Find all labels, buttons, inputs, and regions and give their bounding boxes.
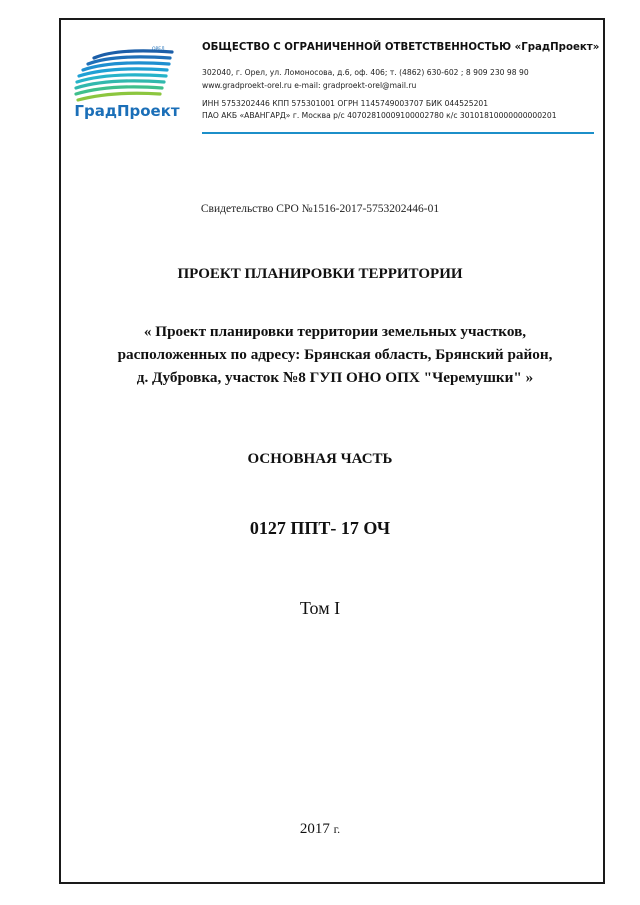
organization-address: 302040, г. Орел, ул. Ломоносова, д.6, оф. 406; т. (4862) 630-602 ; 8 909 230 98 90	[202, 68, 529, 77]
year-value: 2017	[299, 821, 330, 837]
year-suffix: г.	[333, 822, 341, 836]
organization-bank: ПАО АКБ «АВАНГАРД» г. Москва р/с 40702810009100002780 к/с 30101810000000000201	[202, 111, 557, 120]
document-title: ПРОЕКТ ПЛАНИРОВКИ ТЕРРИТОРИИ	[177, 266, 463, 282]
organization-web: www.gradproekt-orel.ru e-mail: gradproekt-orel@mail.ru	[202, 81, 417, 90]
logo-city-tag: ОРЕЛ	[152, 47, 165, 52]
project-name-line: д. Дубровка, участок №8 ГУП ОНО ОПХ "Черемушки" »	[136, 369, 534, 386]
year-line	[0, 821, 640, 838]
project-name	[80, 320, 590, 389]
volume-label: Том I	[299, 598, 341, 618]
project-name-line: « Проект планировки территории земельных участков,	[143, 323, 527, 340]
section-title: ОСНОВНАЯ ЧАСТЬ	[247, 451, 393, 467]
project-name-line: расположенных по адресу: Брянская область, Брянский район,	[117, 346, 553, 363]
organization-name: ОБЩЕСТВО С ОГРАНИЧЕННОЙ ОТВЕТСТВЕННОСТЬЮ «ГрадПроект»	[202, 42, 600, 53]
logo-brand-text: ГрадПроект	[74, 102, 180, 119]
document-code: 0127 ППТ- 17 ОЧ	[249, 518, 391, 538]
gradproekt-logo	[72, 44, 182, 119]
header-divider	[202, 132, 594, 134]
organization-requisites: ИНН 5753202446 КПП 575301001 ОГРН 1145749003707 БИК 044525201	[202, 99, 489, 108]
certificate-line: Свидетельство СРО №1516-2017-5753202446-01	[200, 203, 440, 215]
